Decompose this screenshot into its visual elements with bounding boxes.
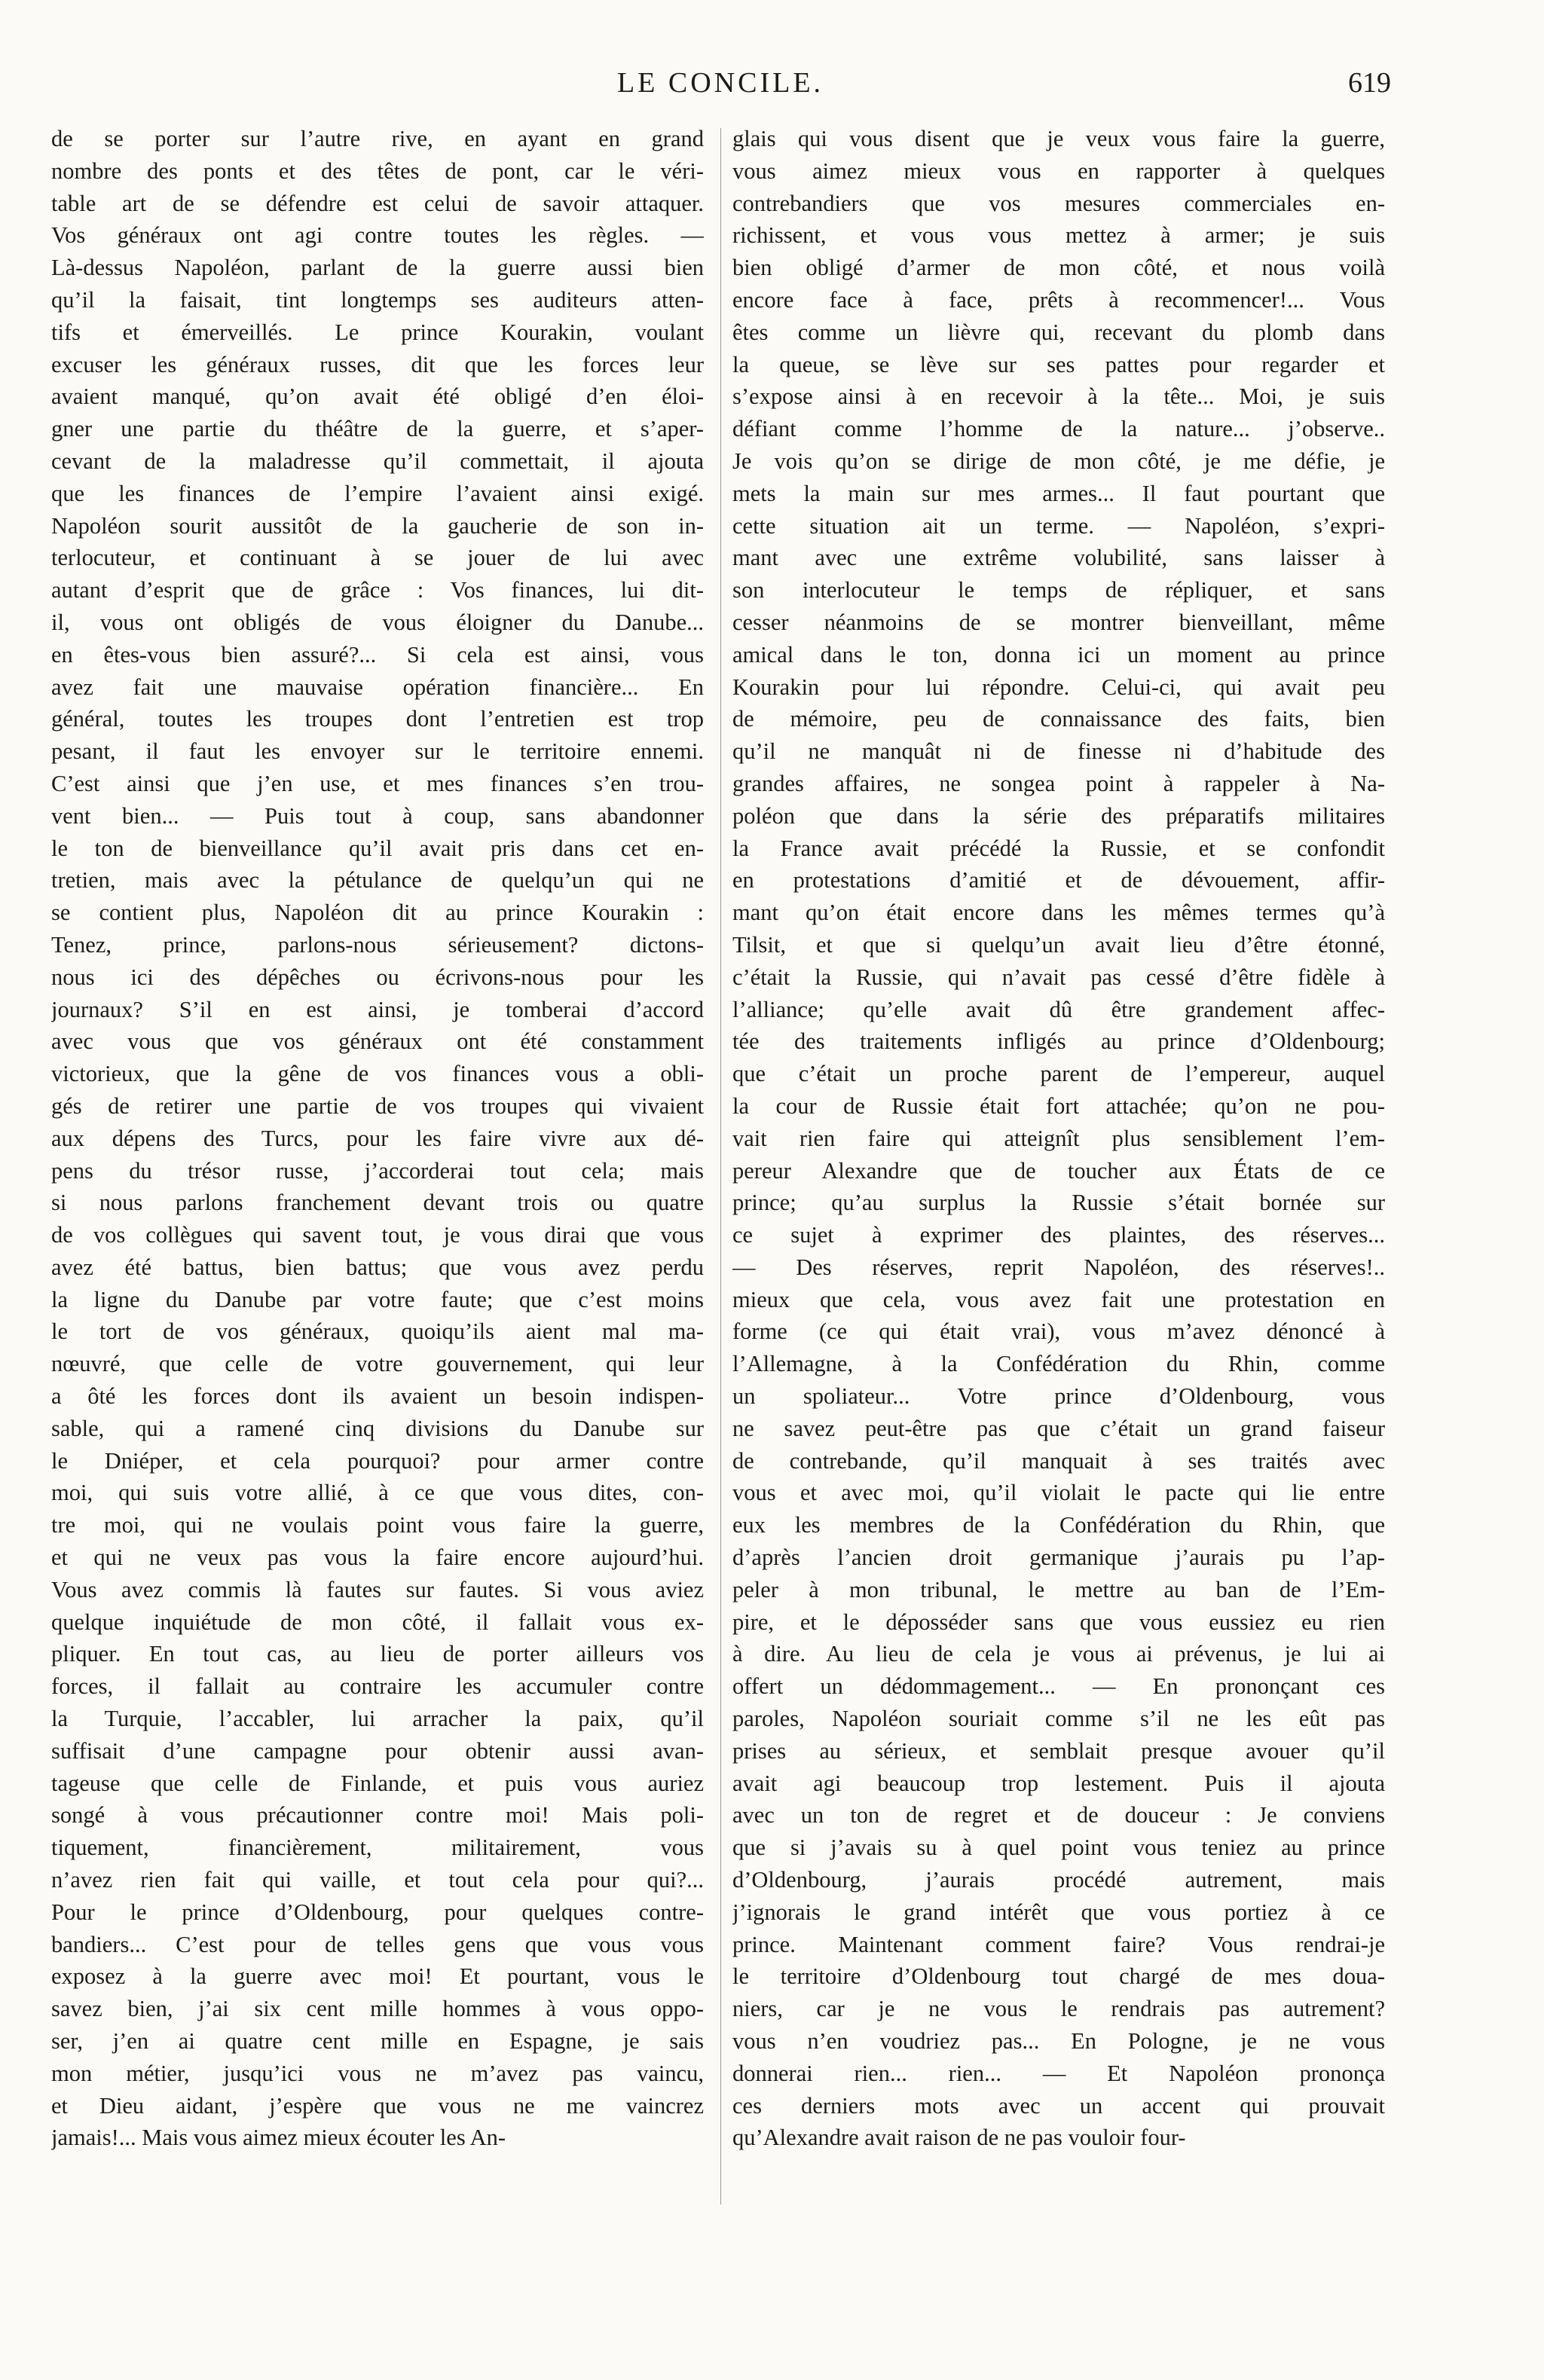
text-line: tée des traitements infligés au prince d’Oldenbourg; — [732, 1028, 1385, 1055]
text-line: ces derniers mots avec un accent qui prouvait — [732, 2092, 1385, 2119]
text-line: le territoire d’Oldenbourg tout chargé de mes doua- — [732, 1963, 1385, 1990]
text-line: et qui ne veux pas vous la faire encore aujourd’hui. — [51, 1544, 704, 1571]
right-column — [732, 123, 1385, 2154]
text-line: excuser les généraux russes, dit que les forces leur — [51, 351, 704, 377]
text-line: Vos généraux ont agi contre toutes les règles. — — [51, 222, 704, 249]
text-line: d’après l’ancien droit germanique j’aurais pu l’ap- — [732, 1544, 1385, 1571]
text-line: mant avec une extrême volubilité, sans laisser à — [732, 545, 1385, 571]
text-line: forme (ce qui était vrai), vous m’avez dénoncé à — [732, 1318, 1385, 1345]
text-line: en protestations d’amitié et de dévouement, affir- — [732, 867, 1385, 894]
text-line: glais qui vous disent que je veux vous faire la guerre, — [732, 126, 1385, 151]
text-line: exposez à la guerre avec moi! Et pourtant, vous le — [51, 1963, 704, 1990]
text-line: prises au sérieux, et semblait presque avouer qu’il — [732, 1737, 1385, 1764]
text-line: et Dieu aidant, j’espère que vous ne me vaincrez — [51, 2092, 704, 2119]
text-line: suffisait d’une campagne pour obtenir aussi avan- — [51, 1737, 704, 1764]
text-line: grandes affaires, ne songea point à rappeler à Na- — [732, 770, 1385, 796]
text-line: bandiers... C’est pour de telles gens que vous vous — [51, 1931, 704, 1957]
left-column — [51, 123, 704, 2154]
text-line: de se porter sur l’autre rive, en ayant en grand — [51, 126, 704, 151]
text-line: vent bien... — Puis tout à coup, sans abandonner — [51, 802, 704, 829]
text-line: forces, il fallait au contraire les accumuler contre — [51, 1673, 704, 1700]
text-line: la queue, se lève sur ses pattes pour regarder et — [732, 351, 1385, 377]
text-line: donnerai rien... rien... — Et Napoléon prononça — [732, 2060, 1385, 2086]
text-line: sable, qui a ramené cinq divisions du Danube sur — [51, 1415, 704, 1441]
text-line: Kourakin pour lui répondre. Celui-ci, qui avait peu — [732, 674, 1385, 700]
text-line: la ligne du Danube par votre faute; que c’est moins — [51, 1286, 704, 1312]
text-line: offert un dédommagement... — En prononçant ces — [732, 1673, 1385, 1700]
text-line: cesser néanmoins de se montrer bienveillant, même — [732, 609, 1385, 635]
text-line: n’avez rien fait qui vaille, et tout cela pour qui?... — [51, 1867, 704, 1893]
text-line: tifs et émerveillés. Le prince Kourakin, voulant — [51, 319, 704, 345]
text-line: de contrebande, qu’il manquait à ses traités avec — [732, 1447, 1385, 1474]
text-line: autant d’esprit que de grâce : Vos finances, lui dit- — [51, 577, 704, 603]
text-line: nombre des ponts et des têtes de pont, car le véri- — [51, 157, 704, 184]
text-line: si nous parlons franchement devant trois ou quatre — [51, 1190, 704, 1216]
text-line: ser, j’en ai quatre cent mille en Espagne, je sais — [51, 2028, 704, 2055]
text-line: l’alliance; qu’elle avait dû être grandement affec- — [732, 996, 1385, 1022]
text-line: Tilsit, et que si quelqu’un avait lieu d’être étonné, — [732, 931, 1385, 958]
text-line: le tort de vos généraux, quoiqu’ils aient mal ma- — [51, 1318, 704, 1345]
text-line: il, vous ont obligés de vous éloigner du Danube... — [51, 609, 704, 635]
text-line: la France avait précédé la Russie, et se confondit — [732, 835, 1385, 861]
text-line: son interlocuteur le temps de répliquer, et sans — [732, 577, 1385, 603]
text-line: — Des réserves, reprit Napoléon, des réserves!.. — [732, 1254, 1385, 1280]
text-line: terlocuteur, et continuant à se jouer de lui avec — [51, 545, 704, 571]
text-line: que si j’avais su à quel point vous teniez au prince — [732, 1835, 1385, 1861]
text-line: paroles, Napoléon souriait comme s’il ne les eût pas — [732, 1706, 1385, 1732]
text-line: peler à mon tribunal, le mettre au ban de l’Em- — [732, 1576, 1385, 1602]
text-line: ce sujet à exprimer des plaintes, des réserves... — [732, 1222, 1385, 1248]
text-line: encore face à face, prêts à recommencer!... Vous — [732, 286, 1385, 313]
text-line: moi, qui suis votre allié, à ce que vous dites, con- — [51, 1480, 704, 1506]
text-line: qu’il ne manquât ni de finesse ni d’habitude des — [732, 738, 1385, 765]
text-line: se contient plus, Napoléon dit au prince Kourakin : — [51, 900, 704, 926]
text-line: avez fait une mauvaise opération financière... En — [51, 674, 704, 700]
text-line: mets la main sur mes armes... Il faut pourtant que — [732, 480, 1385, 506]
text-line: nous ici des dépêches ou écrivons-nous pour les — [51, 964, 704, 990]
running-title: LE CONCILE. — [616, 67, 824, 99]
text-line: avez été battus, bien battus; que vous avez perdu — [51, 1254, 704, 1280]
text-line: songé à vous précautionner contre moi! Mais poli- — [51, 1802, 704, 1829]
text-line: la cour de Russie était fort attachée; qu’on ne pou- — [732, 1092, 1385, 1119]
text-line: cevant de la maladresse qu’il commettait, il ajouta — [51, 448, 704, 474]
text-line: quelque inquiétude de mon côté, il fallait vous ex- — [51, 1609, 704, 1635]
running-head — [50, 66, 1391, 112]
text-line: pliquer. En tout cas, au lieu de porter ailleurs vos — [51, 1641, 704, 1667]
text-line: eux les membres de la Confédération du Rhin, que — [732, 1512, 1385, 1538]
text-line: avec vous que vos généraux ont été constamment — [51, 1028, 704, 1055]
text-line: l’Allemagne, à la Confédération du Rhin, comme — [732, 1351, 1385, 1377]
text-line: mon métier, jusqu’ici vous ne m’avez pas vaincu, — [51, 2060, 704, 2086]
text-line: bien obligé d’armer de mon côté, et nous voilà — [732, 255, 1385, 281]
text-line: avaient manqué, qu’on avait été obligé d’en éloi- — [51, 383, 704, 410]
text-line: prince. Maintenant comment faire? Vous rendrai-je — [732, 1931, 1385, 1957]
text-line: avec un ton de regret et de douceur : Je conviens — [732, 1802, 1385, 1829]
text-line: général, toutes les troupes dont l’entretien est trop — [51, 706, 704, 732]
text-line: pesant, il faut les envoyer sur le territoire ennemi. — [51, 738, 704, 765]
text-line: savez bien, j’ai six cent mille hommes à vous oppo- — [51, 1996, 704, 2022]
text-line: vait rien faire qui atteignît plus sensiblement l’em- — [732, 1125, 1385, 1151]
text-line: qu’il la faisait, tint longtemps ses auditeurs atten- — [51, 286, 704, 313]
text-line: gés de retirer une partie de vos troupes qui vivaient — [51, 1092, 704, 1119]
text-line: de vos collègues qui savent tout, je vous dirai que vous — [51, 1222, 704, 1248]
text-line: Pour le prince d’Oldenbourg, pour quelques contre- — [51, 1899, 704, 1925]
text-line: que les finances de l’empire l’avaient ainsi exigé. — [51, 480, 704, 506]
text-line: jamais!... Mais vous aimez mieux écouter les An- — [51, 2125, 506, 2151]
text-line: vous aimez mieux vous en rapporter à quelques — [732, 157, 1385, 184]
text-line: s’expose ainsi à en recevoir à la tête... Moi, je suis — [732, 383, 1385, 410]
text-line: tiquement, financièrement, militairement, vous — [51, 1835, 704, 1861]
text-line: prince; qu’au surplus la Russie s’était bornée sur — [732, 1190, 1385, 1216]
text-line: avait agi beaucoup trop lestement. Puis il ajouta — [732, 1770, 1385, 1796]
text-line: en êtes-vous bien assuré?... Si cela est ainsi, vous — [51, 641, 704, 668]
text-line: tageuse que celle de Finlande, et puis vous auriez — [51, 1770, 704, 1796]
text-line: a ôté les forces dont ils avaient un besoin indispen- — [51, 1383, 704, 1410]
text-line: contrebandiers que vos mesures commerciales en- — [732, 190, 1385, 216]
text-line: niers, car je ne vous le rendrais pas autrement? — [732, 1996, 1385, 2022]
text-line: êtes comme un lièvre qui, recevant du plomb dans — [732, 319, 1385, 345]
text-line: victorieux, que la gêne de vos finances vous a obli- — [51, 1061, 704, 1087]
text-line: mieux que cela, vous avez fait une protestation en — [732, 1286, 1385, 1312]
text-line: mant qu’on était encore dans les mêmes termes qu’à — [732, 900, 1385, 926]
text-line: table art de se défendre est celui de savoir attaquer. — [51, 190, 704, 216]
text-line: cette situation ait un terme. — Napoléon, s’expri- — [732, 512, 1385, 539]
text-line: vous n’en voudriez pas... En Pologne, je ne vous — [732, 2028, 1385, 2055]
text-line: d’Oldenbourg, j’aurais procédé autrement, mais — [732, 1867, 1385, 1893]
text-line: C’est ainsi que j’en use, et mes finances s’en trou- — [51, 770, 704, 796]
text-line: de mémoire, peu de connaissance des faits, bien — [732, 706, 1385, 732]
text-line: que c’était un proche parent de l’empereur, auquel — [732, 1061, 1385, 1087]
text-line: Là-dessus Napoléon, parlant de la guerre aussi bien — [51, 255, 704, 281]
text-line: Napoléon sourit aussitôt de la gaucherie de son in- — [51, 512, 704, 539]
text-line: gner une partie du théâtre de la guerre, et s’aper- — [51, 416, 704, 442]
column-divider — [720, 128, 721, 2204]
text-line: la Turquie, l’accabler, lui arracher la paix, qu’il — [51, 1706, 704, 1732]
text-line: un spoliateur... Votre prince d’Oldenbourg, vous — [732, 1383, 1385, 1410]
text-line: tretien, mais avec la pétulance de quelqu’un qui ne — [51, 867, 704, 894]
text-line: Tenez, prince, parlons-nous sérieusement? dictons- — [51, 931, 704, 958]
text-line: défiant comme l’homme de la nature... j’observe.. — [732, 416, 1385, 442]
page-number: 619 — [1348, 67, 1391, 99]
text-line: pens du trésor russe, j’accorderai tout cela; mais — [51, 1157, 704, 1184]
text-line: nœuvré, que celle de votre gouvernement, qui leur — [51, 1351, 704, 1377]
text-line: c’était la Russie, qui n’avait pas cessé d’être fidèle à — [732, 964, 1385, 990]
text-line: Vous avez commis là fautes sur fautes. Si vous aviez — [51, 1576, 704, 1602]
text-line: ne savez peut-être pas que c’était un grand faiseur — [732, 1415, 1385, 1441]
text-line: j’ignorais le grand intérêt que vous portiez à ce — [732, 1899, 1385, 1925]
text-line: pire, et le déposséder sans que vous eussiez eu rien — [732, 1609, 1385, 1635]
text-line: tre moi, qui ne voulais point vous faire la guerre, — [51, 1512, 704, 1538]
text-line: qu’Alexandre avait raison de ne pas vouloir four- — [732, 2125, 1186, 2151]
text-line: aux dépens des Turcs, pour les faire vivre aux dé- — [51, 1125, 704, 1151]
text-line: à dire. Au lieu de cela je vous ai prévenus, je lui ai — [732, 1641, 1385, 1667]
text-line: poléon que dans la série des préparatifs militaires — [732, 802, 1385, 829]
text-line: amical dans le ton, donna ici un moment au prince — [732, 641, 1385, 668]
text-line: le Dniéper, et cela pourquoi? pour armer contre — [51, 1447, 704, 1474]
text-line: le ton de bienveillance qu’il avait pris dans cet en- — [51, 835, 704, 861]
text-line: richissent, et vous vous mettez à armer; je suis — [732, 222, 1385, 249]
text-line: Je vois qu’on se dirige de mon côté, je me défie, je — [732, 448, 1385, 474]
text-line: journaux? S’il en est ainsi, je tomberai d’accord — [51, 996, 704, 1022]
text-line: pereur Alexandre que de toucher aux États de ce — [732, 1157, 1385, 1184]
text-line: vous et avec moi, qu’il violait le pacte qui lie entre — [732, 1480, 1385, 1506]
